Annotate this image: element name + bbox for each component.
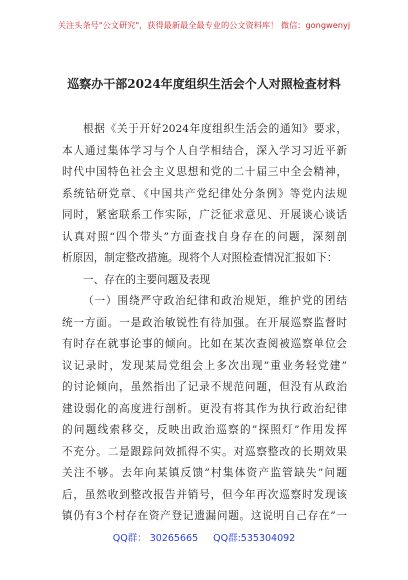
document-body [62, 119, 347, 528]
paragraph-line: 建设弱化的高度进行剖析。更没有将其作为执行政治纪律 [62, 402, 347, 415]
footer-qq-group-1: QQ群： 30265665 [112, 533, 199, 544]
header-banner: 关注头条号"公文研究"，获得最新最全最专业的公文资料库！ 微信：gongwenyj [57, 20, 351, 30]
paragraph-line: 议记录时，发现某局党组会上多次出现”重业务轻党建” [62, 359, 347, 372]
paragraph-line: 本人通过集体学习与个人自学相结合，深入学习习近平新 [62, 144, 347, 157]
paragraph-line: 不充分。二是跟踪问效抓得不实。对巡察整改的长期效果 [62, 445, 347, 458]
paragraph-line: 镇仍有3个村存在资产登记遗漏问题。这说明自己存在”一 [62, 510, 347, 522]
paragraph-line: （一）围绕严守政治纪律和政治规矩，维护党的团结 [83, 295, 347, 307]
section-heading: 一、存在的主要问题及表现 [83, 273, 211, 286]
paragraph-line: 有时存在就事论事的倾向。比如在某次查阅被巡察单位会 [62, 338, 347, 350]
paragraph-line: 系统钻研党章、《中国共产党纪律处分条例》等党内法规 [62, 187, 347, 200]
paragraph-line: 统一方面。一是政治敏锐性有待加强。在开展巡察监督时 [62, 316, 347, 329]
footer-qq-group-2: QQ群:535304092 [213, 533, 296, 544]
paragraph-line: 的问题线索移交，反映出政治巡察的”探照灯”作用发挥 [62, 424, 347, 436]
paragraph-line: 关注不够。去年向某镇反馈”村集体资产监管缺失”问题 [62, 467, 347, 479]
paragraph-line: 认真对照“四个带头”方面查找自身存在的问题，深刻剖 [62, 230, 347, 243]
paragraph-line: 时代中国特色社会主义思想和党的二十届三中全会精神， [62, 166, 347, 178]
paragraph-line: 的讨论倾向，虽然指出了记录不规范问题，但没有从政治 [62, 381, 347, 393]
paragraph-line: 根据《关于开好2024年度组织生活会的通知》要求， [83, 123, 347, 135]
document-title: 巡察办干部2024年度组织生活会个人对照检查材料 [67, 77, 341, 91]
footer-contact [0, 532, 408, 546]
paragraph-line: 后，虽然收到整改报告并销号，但今年再次巡察时发现该 [62, 488, 347, 501]
paragraph-line: 同时，紧密联系工作实际，广泛征求意见、开展谈心谈话 [62, 209, 347, 221]
paragraph-line: 析原因，制定整改措施。现将个人对照检查情况汇报如下： [62, 252, 338, 264]
